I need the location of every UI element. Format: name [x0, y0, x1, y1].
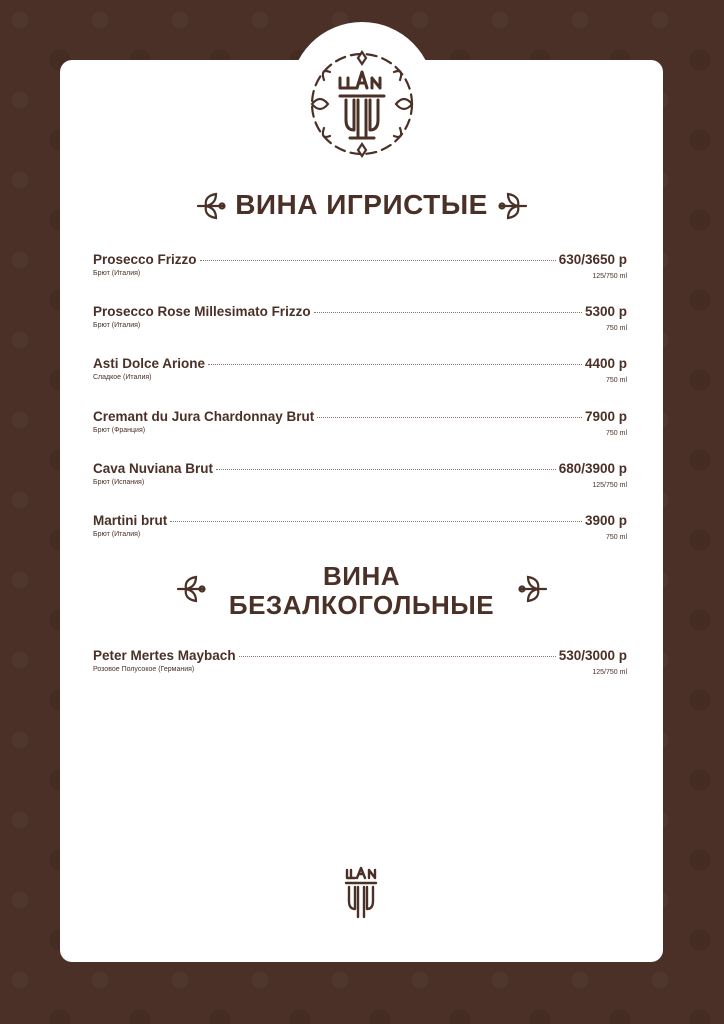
wine-description: Розовое Полусокое (Германия): [93, 666, 195, 673]
section-title-non-alcoholic: [60, 562, 663, 620]
wine-name: Martini brut: [93, 513, 168, 528]
wine-volume: 750 ml: [605, 534, 627, 541]
wine-volume: 125/750 ml: [592, 273, 627, 280]
list-item: [93, 409, 627, 437]
wine-price: 630/3650 р: [558, 252, 627, 267]
wine-price: 3900 р: [584, 513, 627, 528]
leaf-ornament-right-icon: [514, 570, 552, 608]
wine-name: Prosecco Frizzo: [93, 252, 197, 267]
wine-name: Asti Dolce Arione: [93, 356, 206, 371]
wine-price: 7900 р: [584, 409, 627, 424]
list-item: [93, 252, 627, 280]
list-item: [93, 648, 627, 676]
section-title-sparkling: ВИНА ИГРИСТЫЕ: [235, 189, 488, 220]
wine-description: Брют (Испания): [93, 479, 145, 486]
wine-volume: 750 ml: [605, 430, 627, 437]
dot-leader: [239, 656, 556, 657]
wine-description: Брют (Италия): [93, 531, 141, 538]
wine-volume: 750 ml: [605, 377, 627, 384]
leaf-ornament-right-icon: [494, 187, 532, 225]
wine-price: 530/3000 р: [558, 648, 627, 663]
wine-description: Брют (Франция): [93, 427, 146, 434]
section-title-line2: БЕЗАЛКОГОЛЬНЫЕ: [228, 590, 495, 620]
list-item: [93, 513, 627, 541]
dot-leader: [314, 312, 582, 313]
wine-volume: 125/750 ml: [592, 482, 627, 489]
list-item: [93, 356, 627, 384]
wine-description: Сладкое (Италия): [93, 374, 152, 381]
brand-logo-small: [343, 866, 379, 920]
list-item: [93, 304, 627, 332]
wine-description: Брют (Италия): [93, 322, 141, 329]
wine-price: 680/3900 р: [558, 461, 627, 476]
wine-price: 5300 р: [584, 304, 627, 319]
wine-name: Peter Mertes Maybach: [93, 648, 236, 663]
section-title-line1: ВИНА: [322, 561, 401, 591]
wine-name: Cava Nuviana Brut: [93, 461, 214, 476]
wine-name: Prosecco Rose Millesimato Frizzo: [93, 304, 311, 319]
dot-leader: [208, 364, 582, 365]
wine-volume: 750 ml: [605, 325, 627, 332]
dot-leader: [170, 521, 582, 522]
dot-leader: [200, 260, 556, 261]
brand-logo: [300, 42, 424, 166]
dot-leader: [317, 417, 582, 418]
wine-name: Cremant du Jura Chardonnay Brut: [93, 409, 315, 424]
dot-leader: [216, 469, 556, 470]
wine-price: 4400 р: [584, 356, 627, 371]
wine-volume: 125/750 ml: [592, 669, 627, 676]
list-item: [93, 461, 627, 489]
wine-description: Брют (Италия): [93, 270, 141, 277]
